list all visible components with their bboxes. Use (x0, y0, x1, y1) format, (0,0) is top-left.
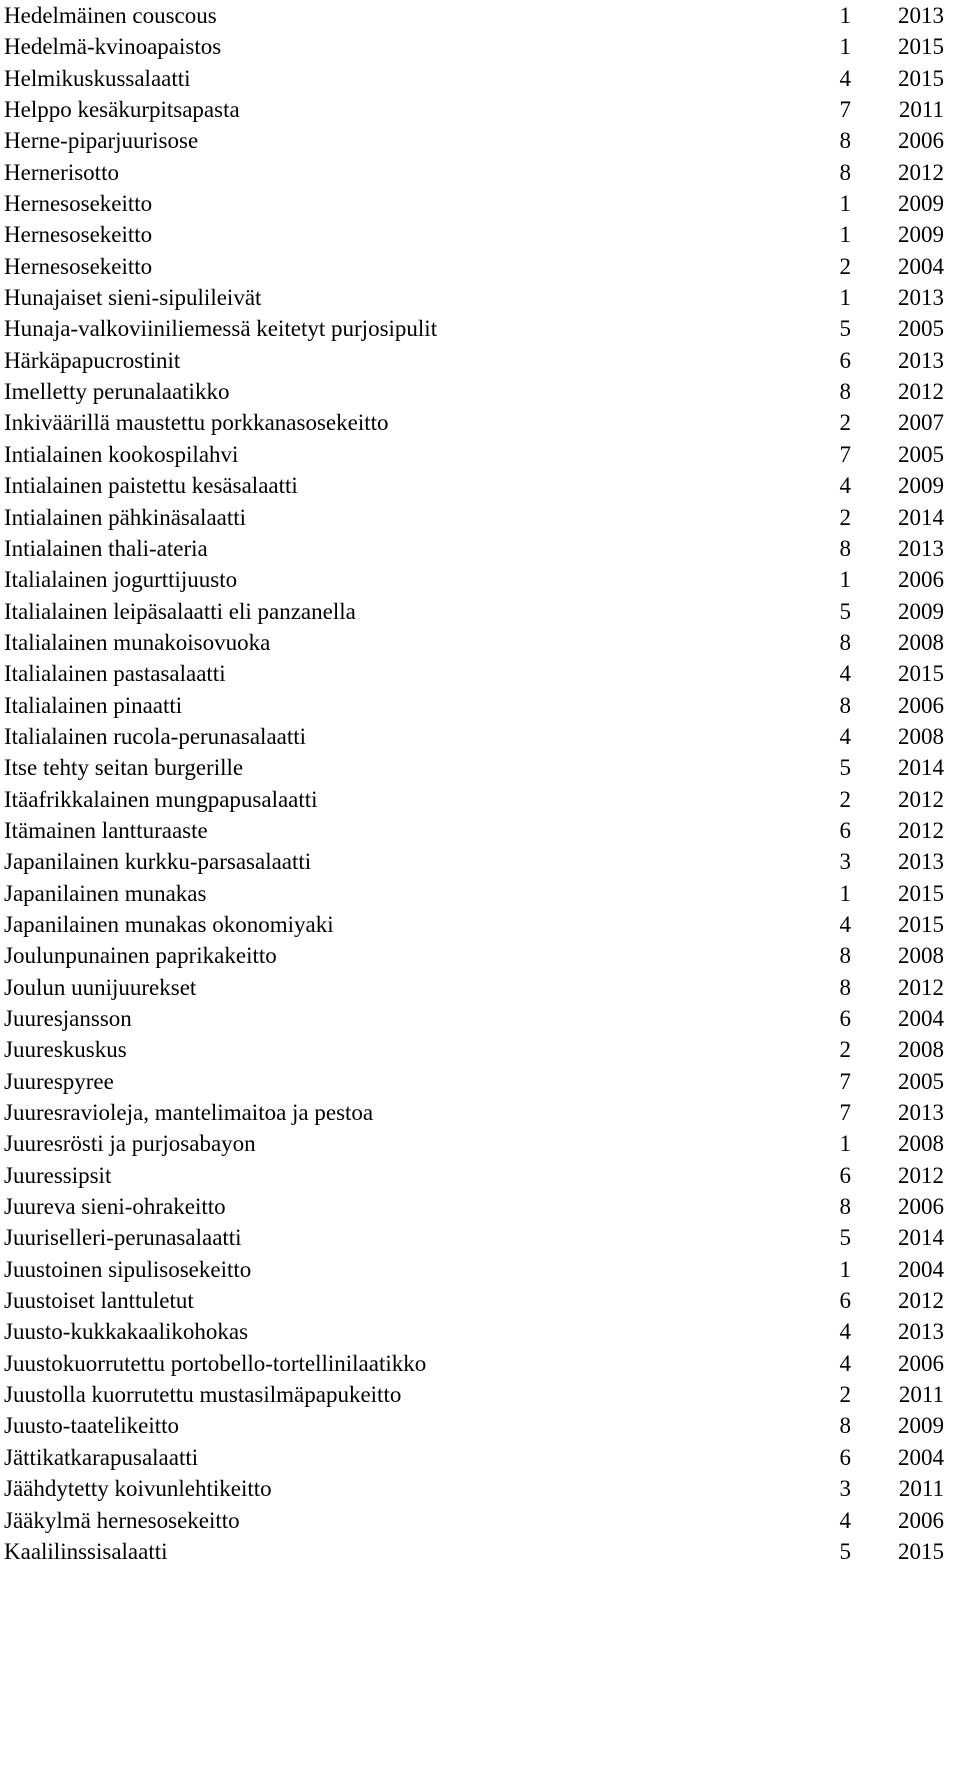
recipe-name: Italialainen pastasalaatti (4, 661, 226, 687)
recipe-name: Juureva sieni-ohrakeitto (4, 1194, 226, 1220)
recipe-year: 2013 (898, 1319, 944, 1345)
recipe-year: 2004 (898, 253, 944, 279)
recipe-name: Juustoiset lanttuletut (4, 1288, 194, 1314)
recipe-name: Juusto-taatelikeitto (4, 1413, 180, 1439)
recipe-year: 2009 (898, 1413, 944, 1439)
list-item (0, 721, 960, 752)
recipe-year: 2008 (898, 1037, 944, 1063)
list-item (0, 1285, 960, 1316)
recipe-issue-number: 1 (839, 880, 851, 906)
recipe-year: 2012 (898, 974, 944, 1000)
recipe-year: 2006 (898, 1350, 944, 1376)
recipe-issue-number: 5 (839, 755, 851, 781)
recipe-name: Italialainen pinaatti (4, 692, 183, 718)
recipe-issue-number: 7 (839, 1100, 851, 1126)
list-item (0, 846, 960, 877)
recipe-year: 2009 (898, 191, 944, 217)
recipe-name: Itäafrikkalainen mungpapusalaatti (4, 786, 318, 812)
list-item (0, 31, 960, 62)
recipe-year: 2004 (898, 1256, 944, 1282)
list-item (0, 1066, 960, 1097)
recipe-name: Joulunpunainen paprikakeitto (4, 943, 277, 969)
list-item (0, 596, 960, 627)
recipe-issue-number: 4 (839, 1350, 851, 1376)
list-item (0, 1442, 960, 1473)
list-item (0, 1536, 960, 1567)
recipe-name: Japanilainen munakas okonomiyaki (4, 911, 334, 937)
recipe-name: Italialainen leipäsalaatti eli panzanella (4, 598, 356, 624)
list-item (0, 376, 960, 407)
recipe-year: 2009 (898, 222, 944, 248)
recipe-year: 2008 (898, 723, 944, 749)
list-item (0, 1160, 960, 1191)
list-item (0, 63, 960, 94)
recipe-issue-number: 7 (839, 441, 851, 467)
list-item (0, 313, 960, 344)
recipe-year: 2011 (898, 1476, 944, 1502)
recipe-name: Italialainen rucola-perunasalaatti (4, 723, 307, 749)
list-item (0, 188, 960, 219)
list-item (0, 533, 960, 564)
list-item (0, 564, 960, 595)
list-item (0, 1222, 960, 1253)
recipe-year: 2008 (898, 1131, 944, 1157)
recipe-issue-number: 2 (839, 1382, 851, 1408)
recipe-issue-number: 1 (839, 285, 851, 311)
recipe-issue-number: 6 (839, 1288, 851, 1314)
recipe-name: Imelletty perunalaatikko (4, 379, 230, 405)
list-item (0, 1191, 960, 1222)
recipe-year: 2004 (898, 1444, 944, 1470)
list-item (0, 1254, 960, 1285)
list-item (0, 125, 960, 156)
recipe-year: 2015 (898, 1538, 944, 1564)
recipe-year: 2012 (898, 817, 944, 843)
recipe-issue-number: 2 (839, 504, 851, 530)
recipe-issue-number: 4 (839, 65, 851, 91)
list-item (0, 1379, 960, 1410)
recipe-year: 2013 (898, 347, 944, 373)
recipe-name: Hunaja-valkoviiniliemessä keitetyt purjosipulit (4, 316, 438, 342)
recipe-name: Juusto-kukkakaalikohokas (4, 1319, 249, 1345)
list-item (0, 972, 960, 1003)
recipe-name: Intialainen kookospilahvi (4, 441, 239, 467)
recipe-name: Itämainen lantturaaste (4, 817, 208, 843)
list-item (0, 1316, 960, 1347)
recipe-year: 2006 (898, 1507, 944, 1533)
recipe-issue-number: 1 (839, 191, 851, 217)
recipe-issue-number: 8 (839, 974, 851, 1000)
recipe-year: 2015 (898, 34, 944, 60)
recipe-name: Itse tehty seitan burgerille (4, 755, 244, 781)
recipe-year: 2015 (898, 880, 944, 906)
recipe-year: 2015 (898, 661, 944, 687)
list-item (0, 1034, 960, 1065)
recipe-name: Juuressipsit (4, 1162, 112, 1188)
list-item (0, 282, 960, 313)
recipe-name: Herne-piparjuurisose (4, 128, 199, 154)
list-item (0, 784, 960, 815)
recipe-issue-number: 1 (839, 3, 851, 28)
recipe-issue-number: 5 (839, 1225, 851, 1251)
recipe-issue-number: 4 (839, 1507, 851, 1533)
recipe-name: Jäähdytetty koivunlehtikeitto (4, 1476, 272, 1502)
recipe-issue-number: 5 (839, 1538, 851, 1564)
recipe-issue-number: 1 (839, 34, 851, 60)
recipe-name: Juustoinen sipulisosekeitto (4, 1256, 252, 1282)
recipe-issue-number: 7 (839, 97, 851, 123)
recipe-year: 2014 (898, 504, 944, 530)
recipe-name: Intialainen thali-ateria (4, 535, 208, 561)
recipe-issue-number: 8 (839, 1194, 851, 1220)
recipe-year: 2012 (898, 159, 944, 185)
recipe-year: 2015 (898, 911, 944, 937)
recipe-issue-number: 8 (839, 1413, 851, 1439)
recipe-year: 2014 (898, 755, 944, 781)
list-item (0, 1410, 960, 1441)
recipe-year: 2008 (898, 629, 944, 655)
recipe-name: Juuresrösti ja purjosabayon (4, 1131, 256, 1157)
list-item (0, 1097, 960, 1128)
recipe-year: 2006 (898, 692, 944, 718)
recipe-year: 2006 (898, 128, 944, 154)
recipe-year: 2013 (898, 3, 944, 28)
recipe-name: Juuriselleri-perunasalaatti (4, 1225, 242, 1251)
recipe-issue-number: 1 (839, 567, 851, 593)
recipe-name: Juustolla kuorrutettu mustasilmäpapukeitto (4, 1382, 402, 1408)
recipe-issue-number: 2 (839, 1037, 851, 1063)
recipe-name: Hernesosekeitto (4, 191, 153, 217)
recipe-year: 2005 (898, 441, 944, 467)
list-item (0, 690, 960, 721)
recipe-name: Helmikuskussalaatti (4, 65, 191, 91)
recipe-issue-number: 4 (839, 661, 851, 687)
recipe-issue-number: 8 (839, 535, 851, 561)
recipe-name: Helppo kesäkurpitsapasta (4, 97, 240, 123)
recipe-year: 2012 (898, 379, 944, 405)
recipe-year: 2005 (898, 1068, 944, 1094)
recipe-name: Kaalilinssisalaatti (4, 1538, 168, 1564)
recipe-year: 2006 (898, 1194, 944, 1220)
recipe-name: Italialainen jogurttijuusto (4, 567, 238, 593)
list-item (0, 1348, 960, 1379)
list-item (0, 909, 960, 940)
list-item (0, 658, 960, 689)
recipe-name: Härkäpapucrostinit (4, 347, 181, 373)
recipe-year: 2015 (898, 65, 944, 91)
list-item (0, 470, 960, 501)
recipe-issue-number: 5 (839, 598, 851, 624)
recipe-issue-number: 3 (839, 849, 851, 875)
recipe-name: Hernerisotto (4, 159, 119, 185)
recipe-issue-number: 6 (839, 1162, 851, 1188)
list-item (0, 1003, 960, 1034)
list-item (0, 219, 960, 250)
recipe-name: Inkiväärillä maustettu porkkanasosekeitto (4, 410, 389, 436)
recipe-name: Jääkylmä hernesosekeitto (4, 1507, 240, 1533)
recipe-issue-number: 3 (839, 1476, 851, 1502)
recipe-name: Japanilainen kurkku-parsasalaatti (4, 849, 312, 875)
recipe-year: 2004 (898, 1006, 944, 1031)
list-item (0, 627, 960, 658)
list-item (0, 1505, 960, 1536)
recipe-year: 2009 (898, 598, 944, 624)
recipe-issue-number: 2 (839, 253, 851, 279)
recipe-issue-number: 6 (839, 817, 851, 843)
recipe-year: 2011 (898, 1382, 944, 1408)
recipe-year: 2006 (898, 567, 944, 593)
list-item (0, 1473, 960, 1504)
list-item (0, 157, 960, 188)
recipe-year: 2013 (898, 535, 944, 561)
recipe-year: 2008 (898, 943, 944, 969)
recipe-year: 2005 (898, 316, 944, 342)
recipe-issue-number: 2 (839, 786, 851, 812)
recipe-name: Hedelmä-kvinoapaistos (4, 34, 222, 60)
recipe-name: Hedelmäinen couscous (4, 3, 217, 28)
recipe-year: 2013 (898, 285, 944, 311)
list-item (0, 1128, 960, 1159)
recipe-issue-number: 6 (839, 347, 851, 373)
recipe-issue-number: 4 (839, 473, 851, 499)
recipe-issue-number: 1 (839, 1256, 851, 1282)
recipe-issue-number: 8 (839, 159, 851, 185)
recipe-year: 2013 (898, 849, 944, 875)
list-item (0, 752, 960, 783)
recipe-name: Italialainen munakoisovuoka (4, 629, 271, 655)
recipe-name: Hernesosekeitto (4, 222, 153, 248)
recipe-issue-number: 4 (839, 1319, 851, 1345)
recipe-issue-number: 4 (839, 911, 851, 937)
recipe-name: Japanilainen munakas (4, 880, 207, 906)
recipe-year: 2007 (898, 410, 944, 436)
recipe-issue-number: 6 (839, 1006, 851, 1031)
recipe-year: 2011 (898, 97, 944, 123)
recipe-name: Juuresjansson (4, 1006, 132, 1031)
recipe-issue-number: 8 (839, 692, 851, 718)
recipe-name: Intialainen pähkinäsalaatti (4, 504, 247, 530)
recipe-issue-number: 5 (839, 316, 851, 342)
list-item (0, 502, 960, 533)
recipe-issue-number: 8 (839, 943, 851, 969)
recipe-issue-number: 1 (839, 222, 851, 248)
recipe-issue-number: 1 (839, 1131, 851, 1157)
list-item (0, 0, 960, 31)
recipe-name: Hunajaiset sieni-sipulileivät (4, 285, 262, 311)
list-item (0, 407, 960, 438)
list-item (0, 251, 960, 282)
recipe-name: Joulun uunijuurekset (4, 974, 197, 1000)
list-item (0, 439, 960, 470)
list-item (0, 878, 960, 909)
list-item (0, 815, 960, 846)
recipe-year: 2012 (898, 1288, 944, 1314)
recipe-year: 2009 (898, 473, 944, 499)
recipe-name: Hernesosekeitto (4, 253, 153, 279)
recipe-issue-number: 2 (839, 410, 851, 436)
list-item (0, 94, 960, 125)
recipe-name: Juustokuorrutettu portobello-tortellinilaatikko (4, 1350, 427, 1376)
list-item (0, 345, 960, 376)
recipe-year: 2012 (898, 1162, 944, 1188)
recipe-issue-number: 8 (839, 629, 851, 655)
recipe-name: Jättikatkarapusalaatti (4, 1444, 199, 1470)
recipe-issue-number: 4 (839, 723, 851, 749)
recipe-year: 2014 (898, 1225, 944, 1251)
recipe-year: 2012 (898, 786, 944, 812)
recipe-name: Juurespyree (4, 1068, 114, 1094)
recipe-name: Juureskuskus (4, 1037, 127, 1063)
recipe-name: Juuresravioleja, mantelimaitoa ja pestoa (4, 1100, 374, 1126)
recipe-issue-number: 8 (839, 379, 851, 405)
recipe-issue-number: 6 (839, 1444, 851, 1470)
recipe-issue-number: 7 (839, 1068, 851, 1094)
recipe-name: Intialainen paistettu kesäsalaatti (4, 473, 298, 499)
list-item (0, 940, 960, 971)
recipe-issue-number: 8 (839, 128, 851, 154)
recipe-year: 2013 (898, 1100, 944, 1126)
